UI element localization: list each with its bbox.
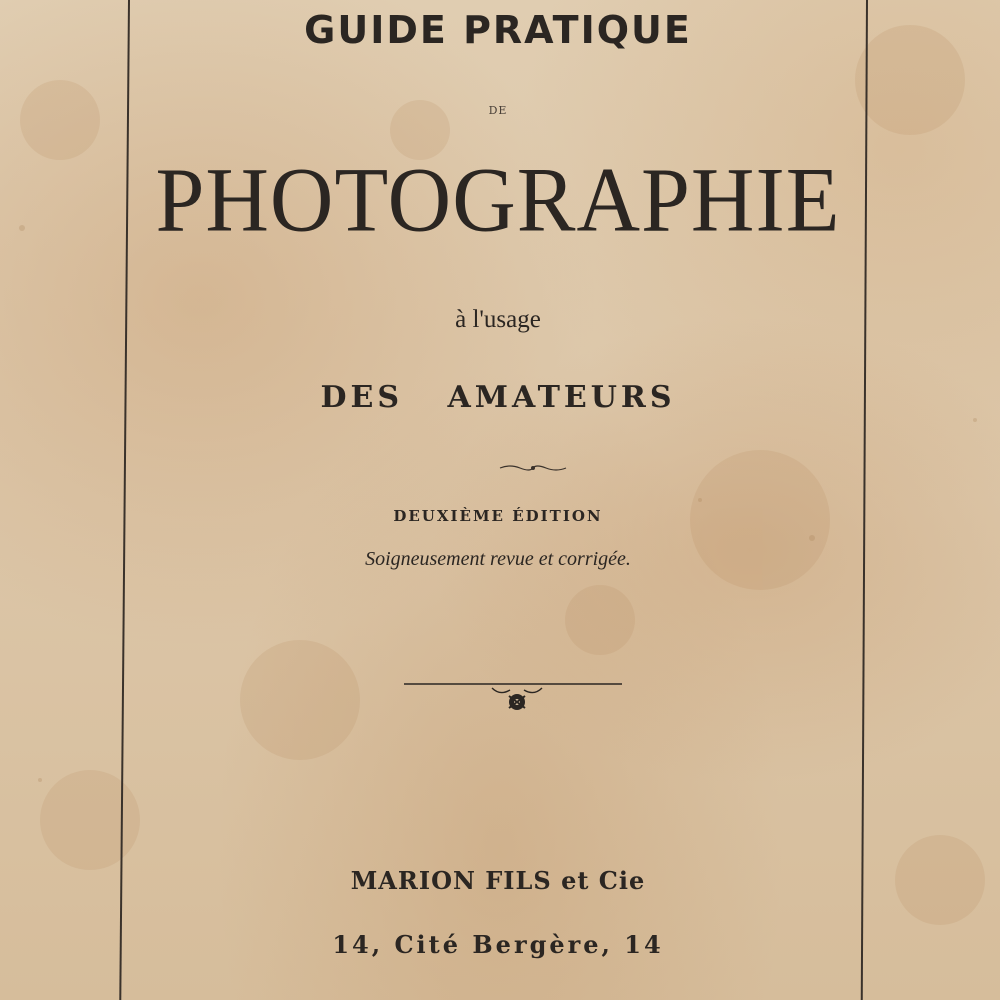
fleuron-ornament-icon (400, 676, 624, 718)
edition-line: DEUXIÈME ÉDITION (393, 507, 603, 525)
revision-note: Soigneusement revue et corrigée. (365, 548, 631, 570)
audience-line: DES AMATEURS (320, 380, 676, 415)
title-guide-pratique: GUIDE PRATIQUE (304, 8, 692, 52)
usage-line: à l'usage (455, 306, 541, 333)
small-ornament-icon (498, 462, 568, 474)
publisher-address: 14, Cité Bergère, 14 (332, 930, 664, 959)
publisher-name: MARION FILS et Cie (350, 866, 646, 895)
main-title: PHOTOGRAPHIE (155, 149, 841, 252)
title-connector: DE (488, 104, 508, 117)
